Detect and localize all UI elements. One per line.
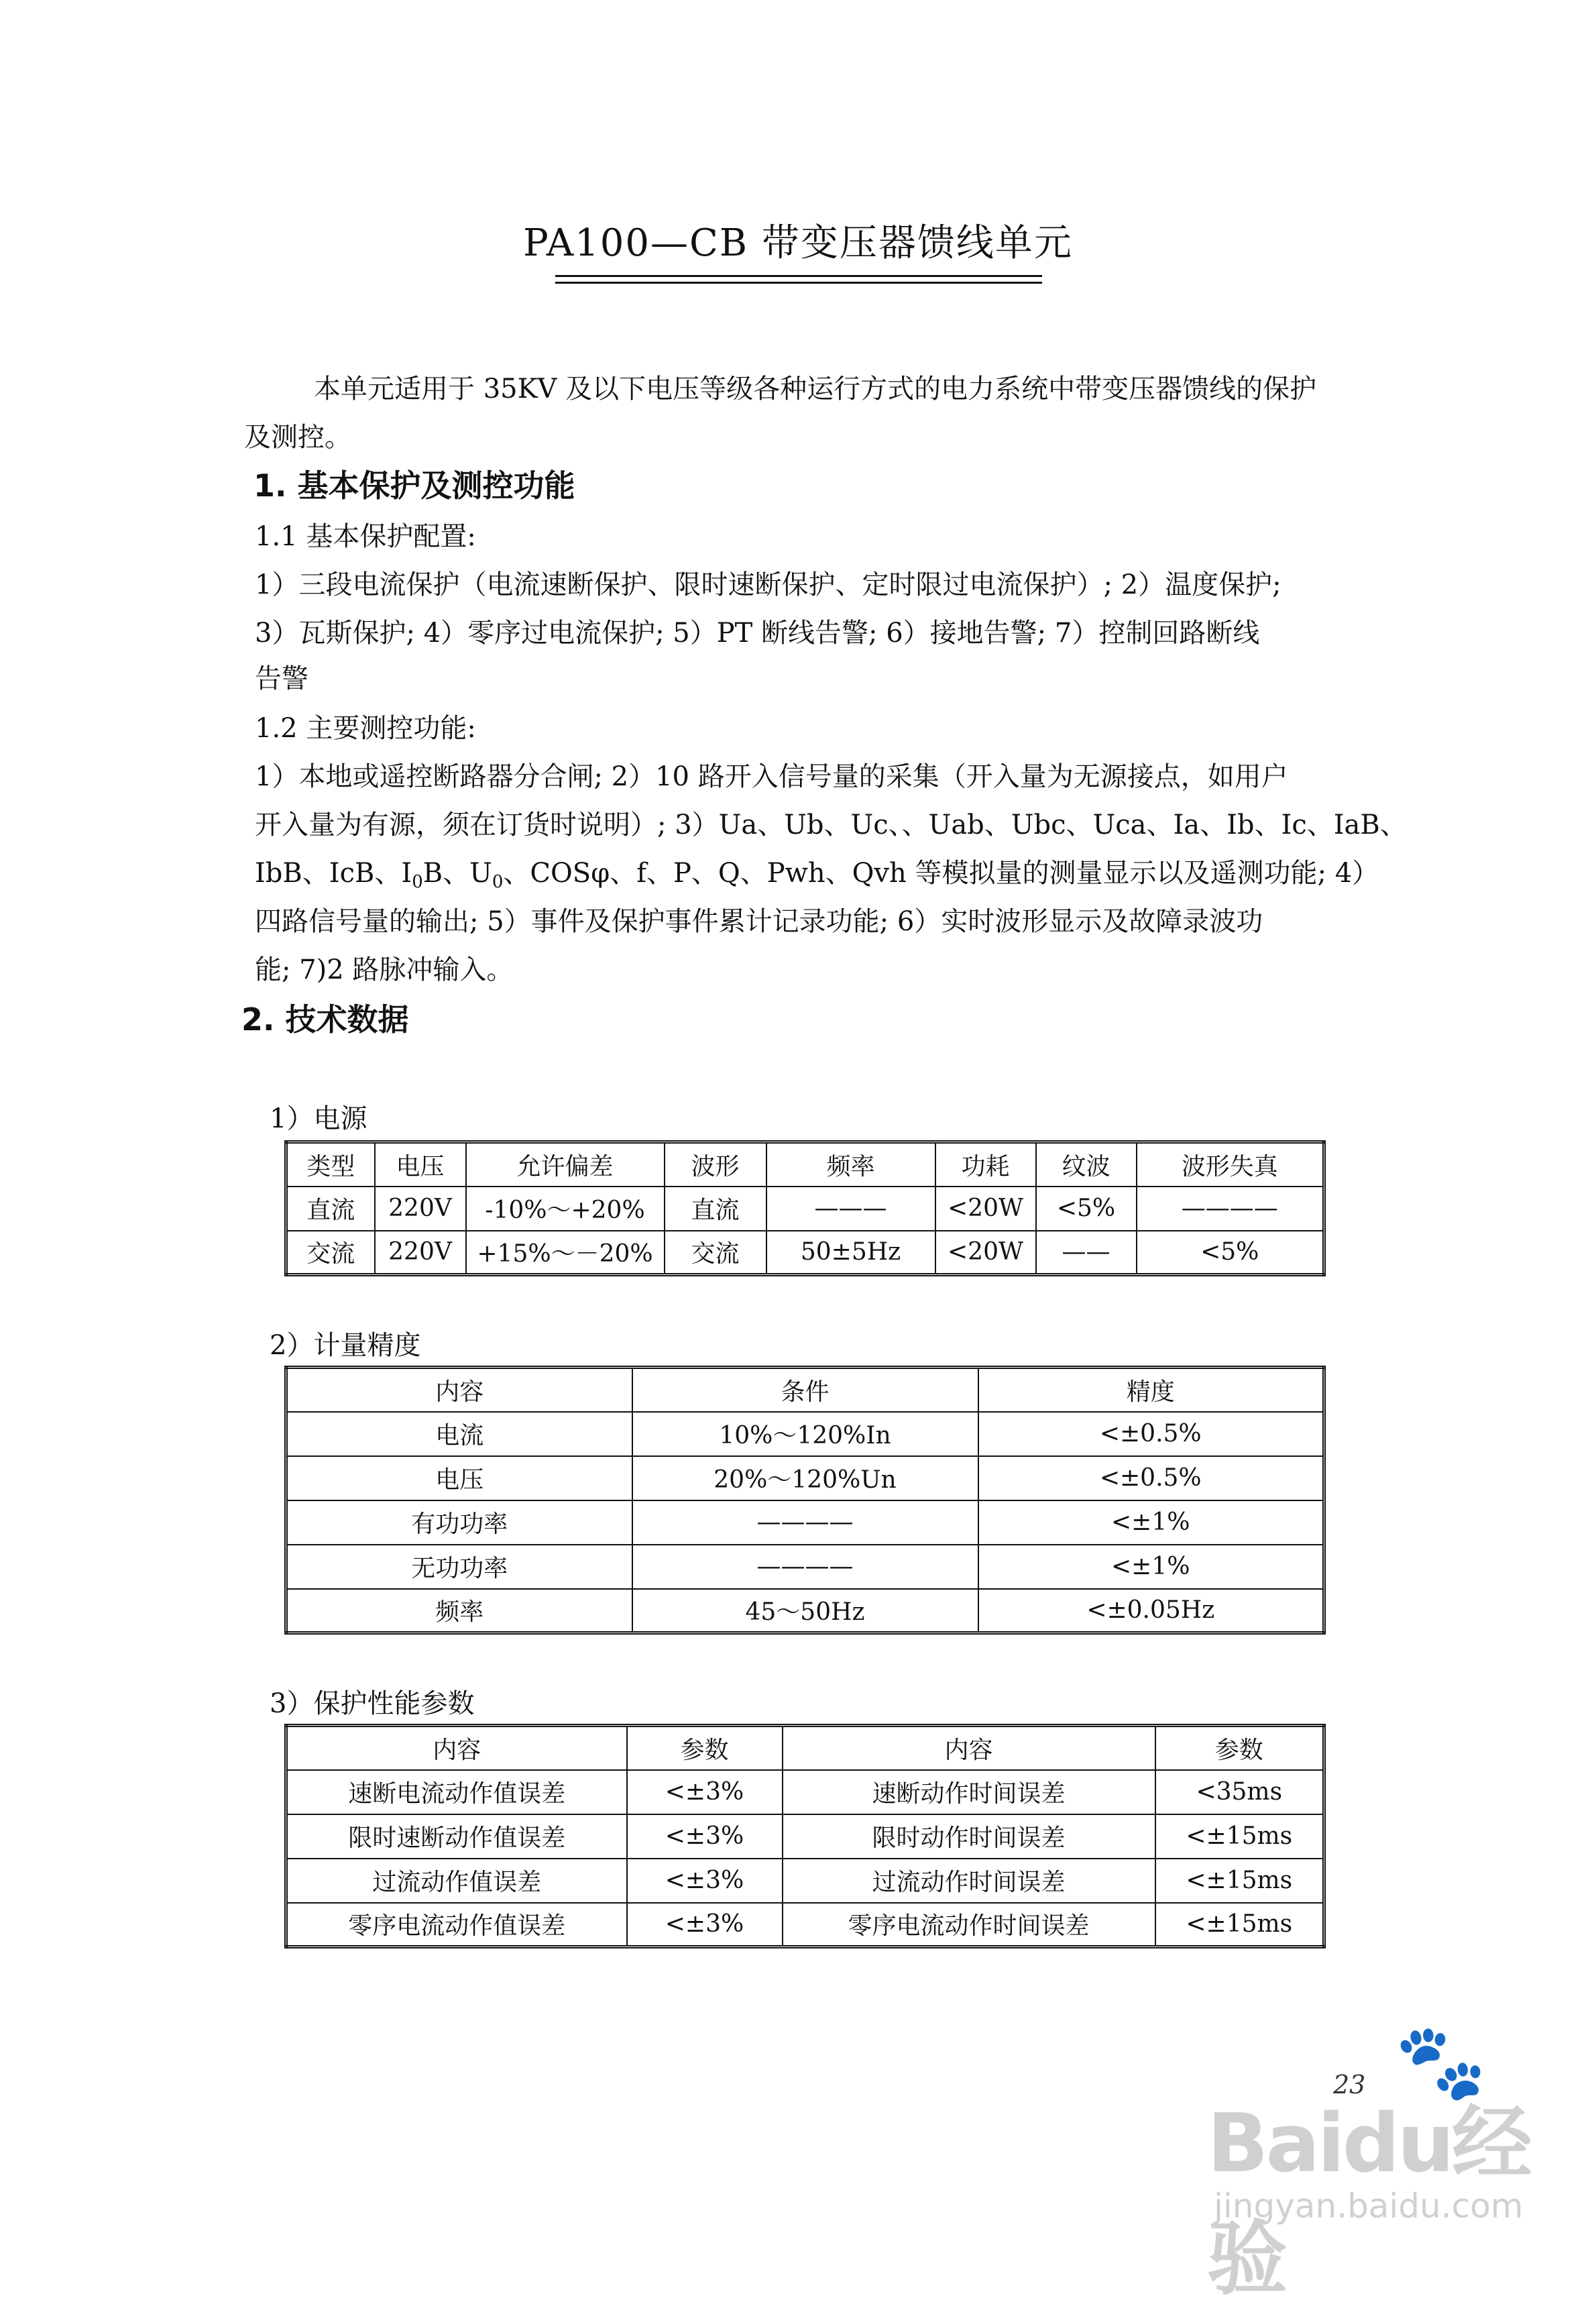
table-row	[286, 1500, 1324, 1545]
title-underline-second	[555, 282, 1042, 284]
protection-table-caption: 3）保护性能参数	[270, 1688, 475, 1719]
protection-header-cell: 参数	[627, 1726, 783, 1770]
power-table-caption: 1）电源	[270, 1103, 367, 1134]
table-cell: 45～50Hz	[632, 1589, 978, 1633]
table-row	[286, 1456, 1324, 1500]
table-row	[286, 1589, 1324, 1633]
protection-header-cell: 内容	[783, 1726, 1155, 1770]
table-cell: 直流	[286, 1187, 375, 1231]
power-table	[284, 1140, 1326, 1276]
table-cell: 直流	[665, 1187, 766, 1231]
table-cell: -10%～+20%	[466, 1187, 665, 1231]
section-1-2-line-5: 能; 7)2 路脉冲输入。	[255, 954, 514, 985]
power-header-cell: 纹波	[1036, 1142, 1137, 1187]
table-row	[286, 1545, 1324, 1589]
table-cell: 速断电流动作值误差	[286, 1770, 627, 1814]
table-cell: 频率	[286, 1589, 632, 1633]
section-1-2-heading: 1.2 主要测控功能:	[255, 713, 476, 744]
title-underline	[555, 275, 1042, 277]
table-cell: ————	[1137, 1187, 1324, 1231]
section-1-2-line-2: 开入量为有源，须在订货时说明）; 3）Ua、Ub、Uc、、Uab、Ubc、Uca、Ia、Ib、Ic、IaB、	[255, 810, 1407, 840]
table-cell: <35ms	[1155, 1770, 1324, 1814]
table-cell: 交流	[665, 1231, 766, 1275]
page-title: PA100—CB 带变压器馈线单元	[523, 221, 1073, 265]
table-cell: <±0.05Hz	[978, 1589, 1324, 1633]
table-cell: 10%～120%In	[632, 1412, 978, 1456]
protection-header-row	[286, 1726, 1324, 1770]
table-cell: 220V	[375, 1231, 466, 1275]
power-header-cell: 类型	[286, 1142, 375, 1187]
table-cell: 50±5Hz	[766, 1231, 935, 1275]
section-1-heading: 1. 基本保护及测控功能	[253, 468, 575, 504]
section-2-heading: 2. 技术数据	[241, 1001, 409, 1038]
accuracy-header-row	[286, 1368, 1324, 1412]
table-cell: <±3%	[627, 1770, 783, 1814]
table-cell: <20W	[935, 1187, 1036, 1231]
power-header-cell: 功耗	[935, 1142, 1036, 1187]
table-cell: <±15ms	[1155, 1859, 1324, 1903]
table-row	[286, 1859, 1324, 1903]
section-1-1-line-1: 1）三段电流保护（电流速断保护、限时速断保护、定时限过电流保护）; 2）温度保护;	[255, 569, 1281, 600]
page-number: 23	[1333, 2070, 1366, 2099]
table-cell: <±15ms	[1155, 1814, 1324, 1859]
table-cell: +15%～－20%	[466, 1231, 665, 1275]
accuracy-header-cell: 条件	[632, 1368, 978, 1412]
table-cell: ————	[632, 1545, 978, 1589]
table-cell: 电流	[286, 1412, 632, 1456]
section-1-1-line-3: 告警	[255, 663, 308, 694]
table-cell: 有功功率	[286, 1500, 632, 1545]
table-row	[286, 1903, 1324, 1947]
table-cell: <±0.5%	[978, 1412, 1324, 1456]
table-cell: <5%	[1036, 1187, 1137, 1231]
table-cell: 零序电流动作值误差	[286, 1903, 627, 1947]
power-header-cell: 波形	[665, 1142, 766, 1187]
section-1-1-line-2: 3）瓦斯保护; 4）零序过电流保护; 5）PT 断线告警; 6）接地告警; 7）控制回路断线	[255, 618, 1260, 649]
protection-header-cell: 参数	[1155, 1726, 1324, 1770]
table-cell: <±3%	[627, 1903, 783, 1947]
table-row	[286, 1770, 1324, 1814]
table-cell: <±3%	[627, 1859, 783, 1903]
accuracy-table-caption: 2）计量精度	[270, 1330, 421, 1361]
intro-line-2: 及测控。	[244, 422, 351, 453]
table-cell: 限时动作时间误差	[783, 1814, 1155, 1859]
table-cell: ———	[766, 1187, 935, 1231]
table-cell: ————	[632, 1500, 978, 1545]
watermark-logo-text: Baidu经验	[1207, 2097, 1530, 2306]
table-cell: <±15ms	[1155, 1903, 1324, 1947]
table-cell: 零序电流动作时间误差	[783, 1903, 1155, 1947]
power-row-ac	[286, 1231, 1324, 1275]
table-cell: <20W	[935, 1231, 1036, 1275]
table-cell: 交流	[286, 1231, 375, 1275]
table-cell: 速断动作时间误差	[783, 1770, 1155, 1814]
table-cell: 限时速断动作值误差	[286, 1814, 627, 1859]
section-1-1-heading: 1.1 基本保护配置:	[255, 521, 476, 552]
table-cell: 过流动作时间误差	[783, 1859, 1155, 1903]
table-row	[286, 1814, 1324, 1859]
table-cell: ——	[1036, 1231, 1137, 1275]
table-cell: 过流动作值误差	[286, 1859, 627, 1903]
table-row	[286, 1412, 1324, 1456]
table-cell: <5%	[1137, 1231, 1324, 1275]
power-header-row	[286, 1142, 1324, 1187]
power-header-cell: 频率	[766, 1142, 935, 1187]
protection-table	[284, 1724, 1326, 1948]
power-header-cell: 波形失真	[1137, 1142, 1324, 1187]
power-header-cell: 电压	[375, 1142, 466, 1187]
section-1-2-line-3: IbB、IcB、$I_0B$、$U_0$、COSφ、f、P、Q、Pwh、Qvh 等模拟量的测量显示以及遥测功能; 4）	[255, 858, 1379, 892]
protection-header-cell: 内容	[286, 1726, 627, 1770]
accuracy-table	[284, 1366, 1326, 1635]
table-cell: 无功功率	[286, 1545, 632, 1589]
table-cell: <±0.5%	[978, 1456, 1324, 1500]
table-cell: <±1%	[978, 1500, 1324, 1545]
power-row-dc	[286, 1187, 1324, 1231]
section-1-2-line-1: 1）本地或遥控断路器分合闸; 2）10 路开入信号量的采集（开入量为无源接点，如用户	[255, 761, 1288, 792]
table-cell: 220V	[375, 1187, 466, 1231]
watermark-url: jingyan.baidu.com	[1214, 2187, 1524, 2225]
table-cell: 20%～120%Un	[632, 1456, 978, 1500]
section-1-2-line-4: 四路信号量的输出; 5）事件及保护事件累计记录功能; 6）实时波形显示及故障录波功	[255, 906, 1263, 937]
table-cell: <±3%	[627, 1814, 783, 1859]
baidu-jingyan-watermark	[1194, 2019, 1542, 2306]
power-header-cell: 允许偏差	[466, 1142, 665, 1187]
accuracy-header-cell: 精度	[978, 1368, 1324, 1412]
table-cell: <±1%	[978, 1545, 1324, 1589]
accuracy-header-cell: 内容	[286, 1368, 632, 1412]
table-cell: 电压	[286, 1456, 632, 1500]
intro-line-1: 本单元适用于 35KV 及以下电压等级各种运行方式的电力系统中带变压器馈线的保护	[314, 374, 1317, 404]
paw-icon: 🐾	[1395, 2019, 1487, 2105]
